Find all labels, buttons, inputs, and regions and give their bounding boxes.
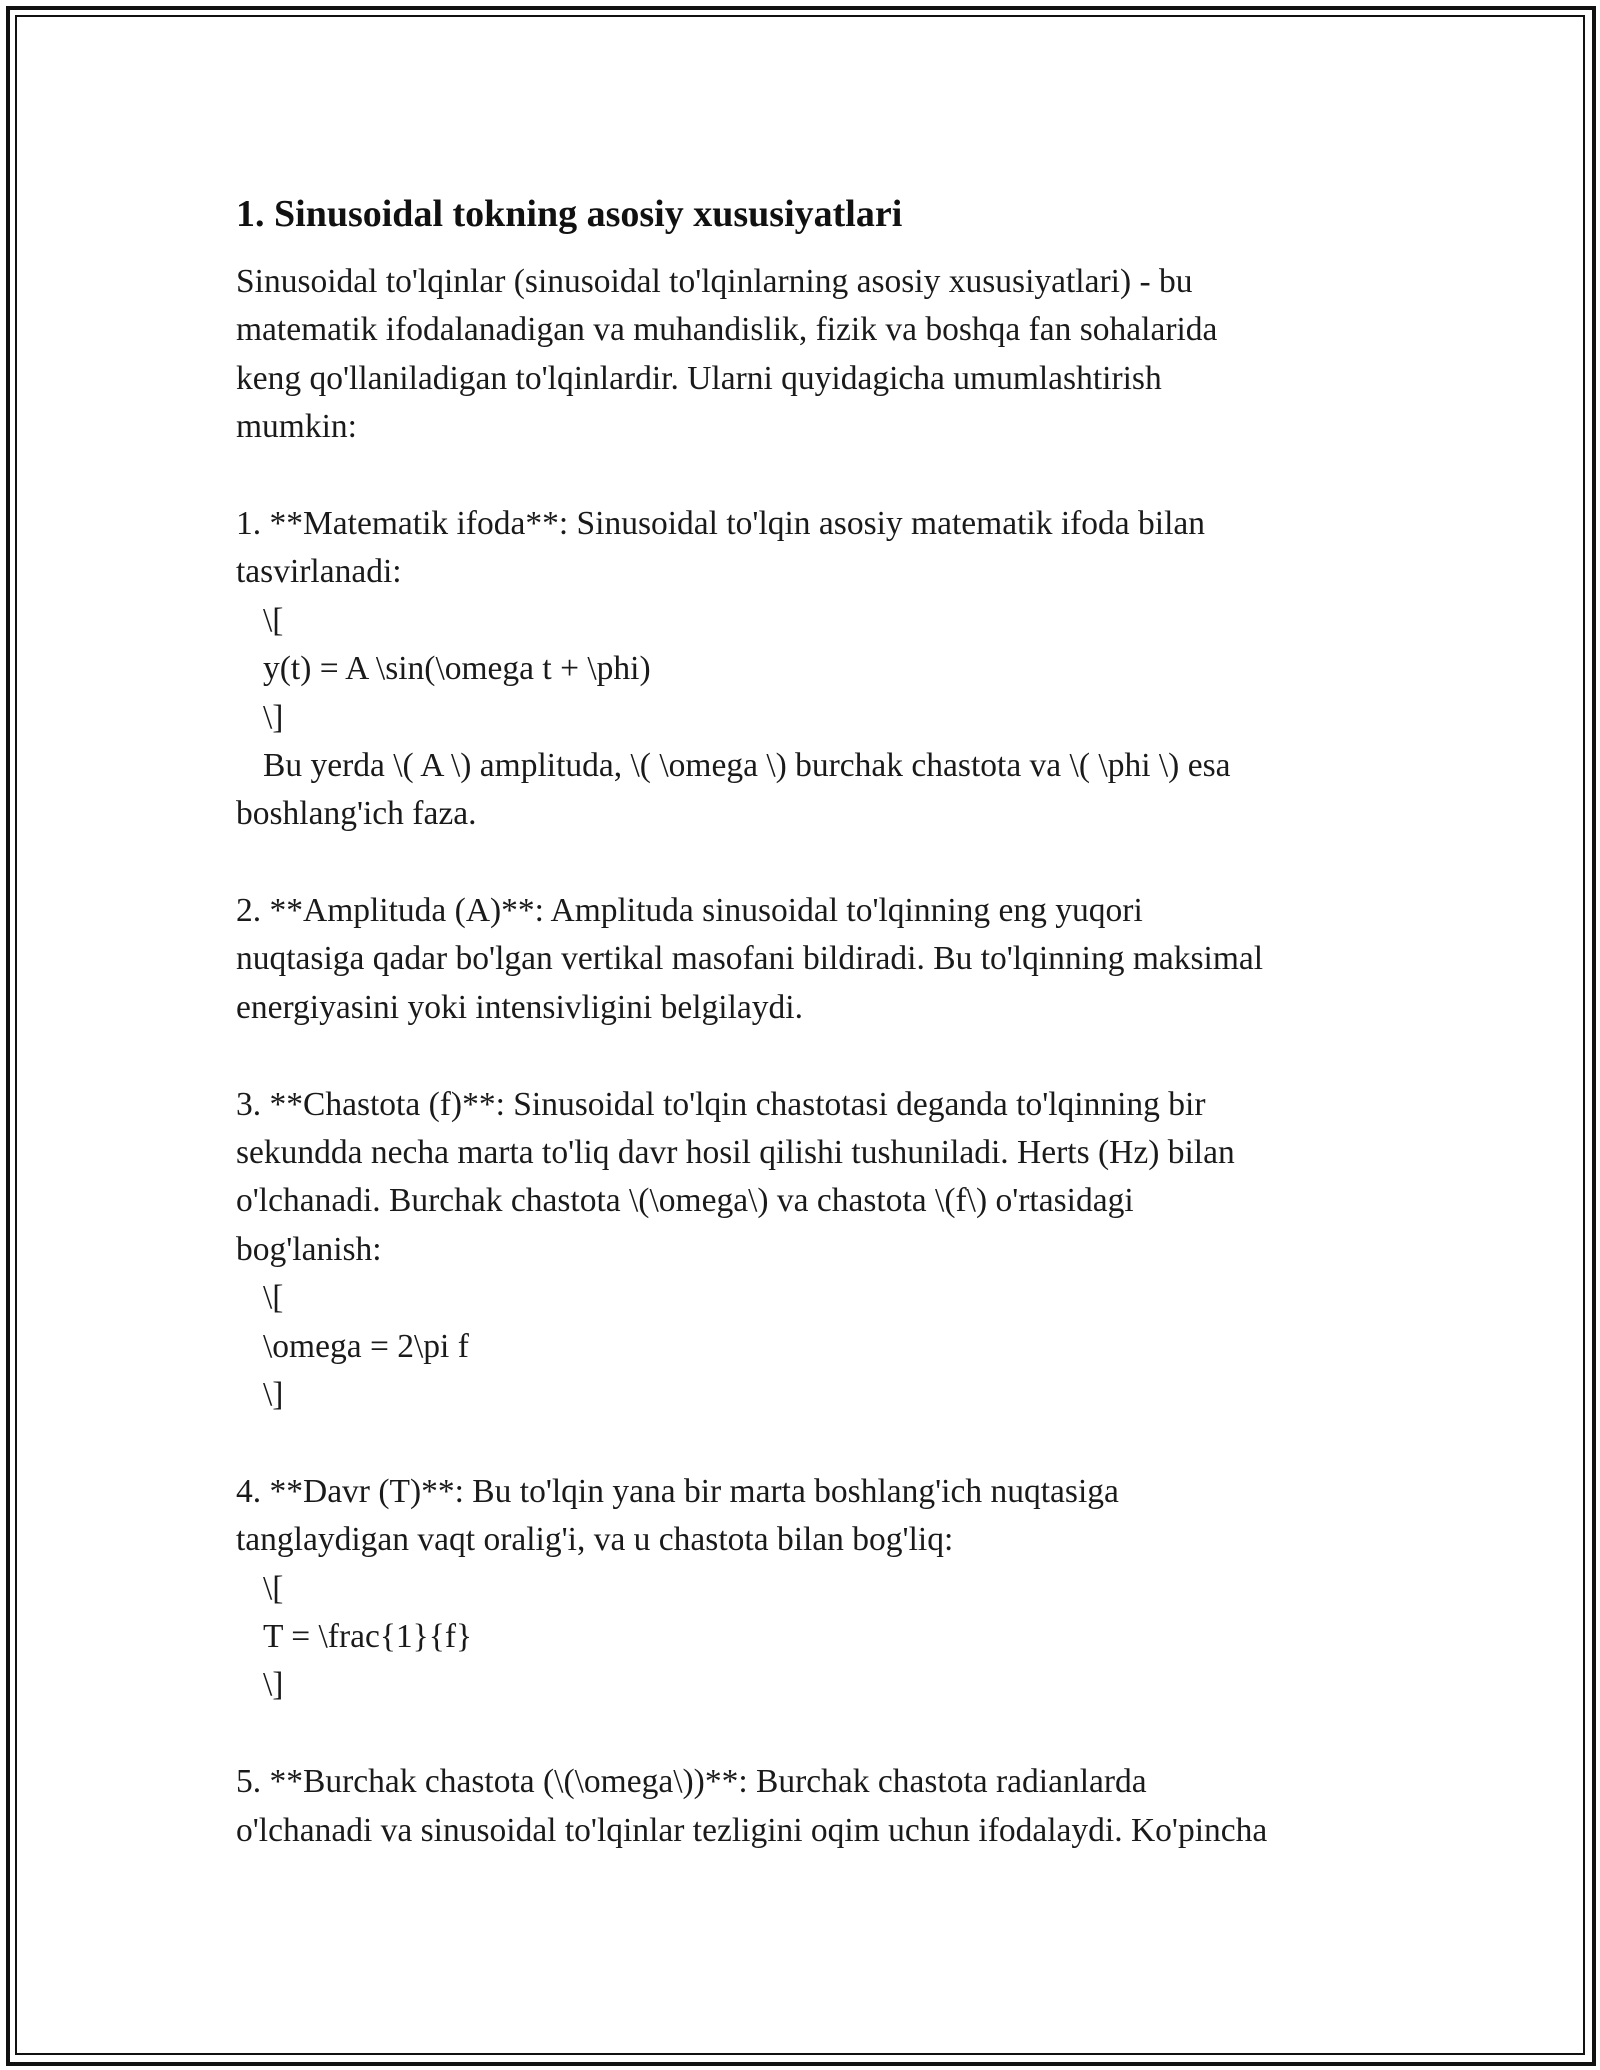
text-line: \[ [263, 1569, 284, 1607]
text-line: boshlang'ich faza. [236, 795, 477, 833]
blank-line [236, 1710, 1386, 1758]
blank-line [236, 839, 1386, 887]
blank-line [236, 1419, 1386, 1467]
document-text [236, 258, 1386, 1855]
text-line: 1. **Matematik ifoda**: Sinusoidal to'lqin asosiy matematik ifoda bilan [236, 504, 1206, 542]
text-line: sekundda necha marta to'liq davr hosil qilishi tushuniladi. Herts (Hz) bilan [236, 1134, 1235, 1172]
text-line: T = \frac{1}{f} [263, 1617, 473, 1655]
text-line: mumkin: [236, 408, 357, 446]
text-line: o'lchanadi va sinusoidal to'lqinlar tezligini oqim uchun ifodalaydi. Ko'pincha [236, 1811, 1268, 1849]
text-line: o'lchanadi. Burchak chastota \(\omega\) va chastota \(f\) o'rtasidagi [236, 1182, 1134, 1220]
blank-line [236, 1032, 1386, 1080]
document-body [236, 188, 1386, 1855]
text-line: Sinusoidal to'lqinlar (sinusoidal to'lqinlarning asosiy xususiyatlari) - bu [236, 263, 1193, 300]
text-line: 4. **Davr (T)**: Bu to'lqin yana bir marta boshlang'ich nuqtasiga [236, 1472, 1119, 1510]
document-title: 1. Sinusoidal tokning asosiy xususiyatlari [236, 193, 903, 235]
text-line: keng qo'llaniladigan to'lqinlardir. Ularni quyidagicha umumlashtirish [236, 359, 1162, 397]
text-line: 5. **Burchak chastota (\(\omega\))**: Burchak chastota radianlarda [236, 1763, 1147, 1801]
text-line: matematik ifodalanadigan va muhandislik, fizik va boshqa fan sohalarida [236, 311, 1218, 349]
text-line: bog'lanish: [236, 1230, 382, 1268]
text-line: y(t) = A \sin(\omega t + \phi) [263, 650, 651, 688]
text-line: 3. **Chastota (f)**: Sinusoidal to'lqin chastotasi deganda to'lqinning bir [236, 1085, 1206, 1123]
text-line: nuqtasiga qadar bo'lgan vertikal masofani bildiradi. Bu to'lqinning maksimal [236, 940, 1264, 978]
text-line: \] [263, 1375, 284, 1413]
text-line: \[ [263, 601, 284, 639]
text-line: energiyasini yoki intensivligini belgilaydi. [236, 988, 803, 1026]
text-line: \omega = 2\pi f [263, 1327, 469, 1365]
text-line: Bu yerda \( A \) amplituda, \( \omega \) burchak chastota va \( \phi \) esa [263, 746, 1231, 784]
blank-line [236, 452, 1386, 500]
text-line: 2. **Amplituda (A)**: Amplituda sinusoidal to'lqinning eng yuqori [236, 892, 1143, 930]
text-line: \] [263, 698, 284, 736]
text-line: tanglaydigan vaqt oralig'i, va u chastota bilan bog'liq: [236, 1521, 954, 1559]
text-line: \[ [263, 1279, 284, 1317]
text-line: \] [263, 1666, 284, 1704]
text-line: tasvirlanadi: [236, 553, 402, 591]
